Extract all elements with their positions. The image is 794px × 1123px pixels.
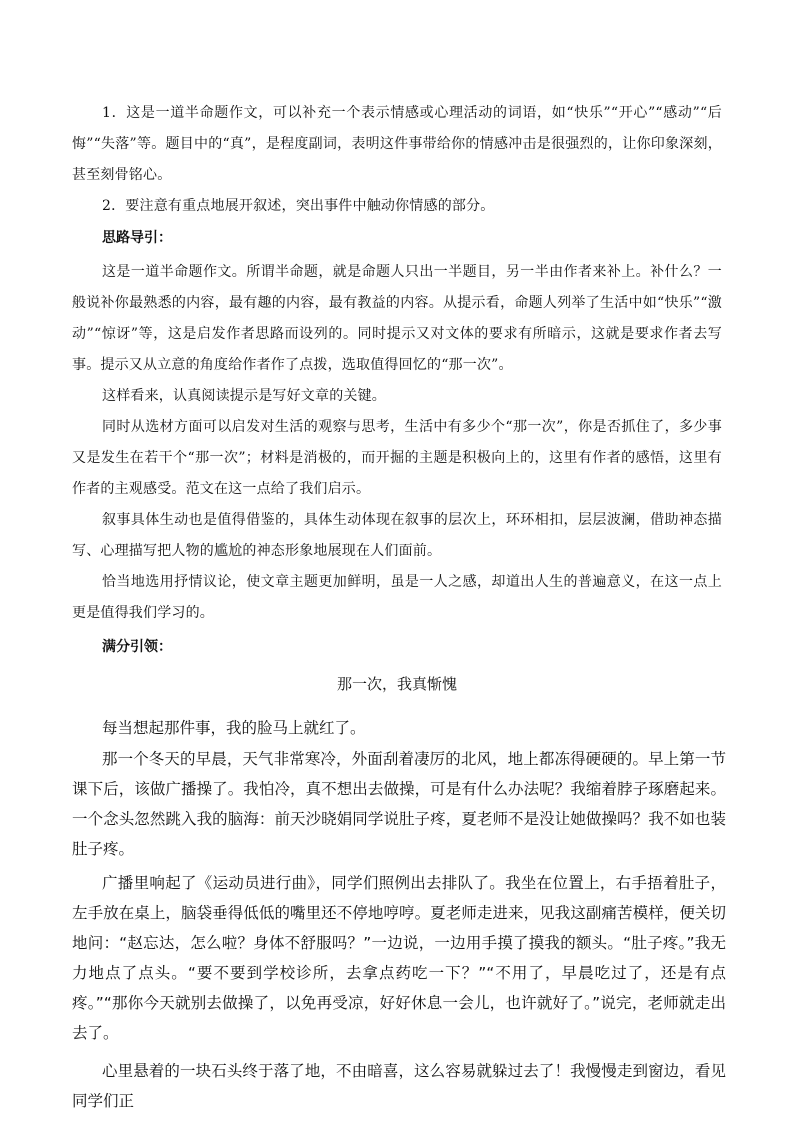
essay-paragraph: 每当想起那件事，我的脸马上就红了。 bbox=[102, 719, 366, 737]
note-1: 1．这是一道半命题作文，可以补充一个表示情感或心理活动的词语，如“快乐”“开心”“感动”“后悔”“失落”等。题目中的“真”，是程度副词，表明这件事带给你的情感冲击是很强烈的，让你印象深刻，甚至刻骨铭心。 bbox=[72, 105, 722, 183]
essay-paragraph: 广播里响起了《运动员进行曲》，同学们照例出去排队了。我坐在位置上，右手捂着肚子，左手放在桌上，脑袋垂得低低的嘴里还不停地哼哼。夏老师走进来，见我这副痛苦模样，便关切地问：“赵忘达，怎么啦？身体不舒服吗？”一边说，一边用手摸了摸我的额头。“肚子疼。”我无力地点了点头。“要不要到学校诊所，去拿点药吃一下？”“不用了，早晨吃过了，还是有点疼。”“那你今天就别去做操了，以免再受凉，好好休息一会儿，也许就好了。”说完，老师就走出去了。 bbox=[72, 874, 726, 1042]
guide-paragraph: 这是一道半命题作文。所谓半命题，就是命题人只出一半题目，另一半由作者来补上。补什么？一般说补你最熟悉的内容，最有趣的内容，最有教益的内容。从提示看，命题人列举了生活中如“快乐”“激动”“惊讶”等，这是启发作者思路而设列的。同时提示又对文体的要求有所暗示，这就是要求作者去写事。提示又从立意的角度给作者作了点拨，选取值得回忆的“那一次”。 bbox=[72, 264, 722, 373]
model-heading: 满分引领： bbox=[102, 639, 172, 655]
guide-paragraph: 这样看来，认真阅读提示是写好文章的关键。 bbox=[102, 388, 386, 404]
note-2: 2．要注意有重点地展开叙述，突出事件中触动你情感的部分。 bbox=[102, 198, 495, 214]
essay-paragraph: 那一个冬天的早晨，天气非常寒冷，外面刮着凄厉的北风，地上都冻得硬硬的。早上第一节课下后，该做广播操了。我怕冷，真不想出去做操，可是有什么办法呢？我缩着脖子琢磨起来。一个念头忽然跳入我的脑海：前天沙晓娟同学说肚子疼，夏老师不是没让她做操吗？我不如也装肚子疼。 bbox=[72, 750, 726, 858]
guide-paragraph: 同时从选材方面可以启发对生活的观察与思考，生活中有多少个“那一次”，你是否抓住了，多少事又是发生在若干个“那一次”；材料是消极的，而开掘的主题是积极向上的，这里有作者的感悟，这里有作者的主观感受。范文在这一点给了我们启示。 bbox=[72, 419, 722, 497]
guide-paragraph: 叙事具体生动也是值得借鉴的，具体生动体现在叙事的层次上，环环相扣，层层波澜，借助神态描写、心理描写把人物的尴尬的神态形象地展现在人们面前。 bbox=[72, 512, 722, 559]
essay-title: 那一次，我真惭愧 bbox=[336, 675, 457, 693]
essay-paragraph: 心里悬着的一块石头终于落了地，不由暗喜，这么容易就躲过去了！我慢慢走到窗边，看见同学们正 bbox=[72, 1062, 726, 1110]
guide-heading: 思路导引： bbox=[102, 230, 172, 246]
guide-paragraph: 恰当地选用抒情议论，使文章主题更加鲜明，虽是一人之感，却道出人生的普遍意义，在这一点上更是值得我们学习的。 bbox=[72, 574, 722, 621]
